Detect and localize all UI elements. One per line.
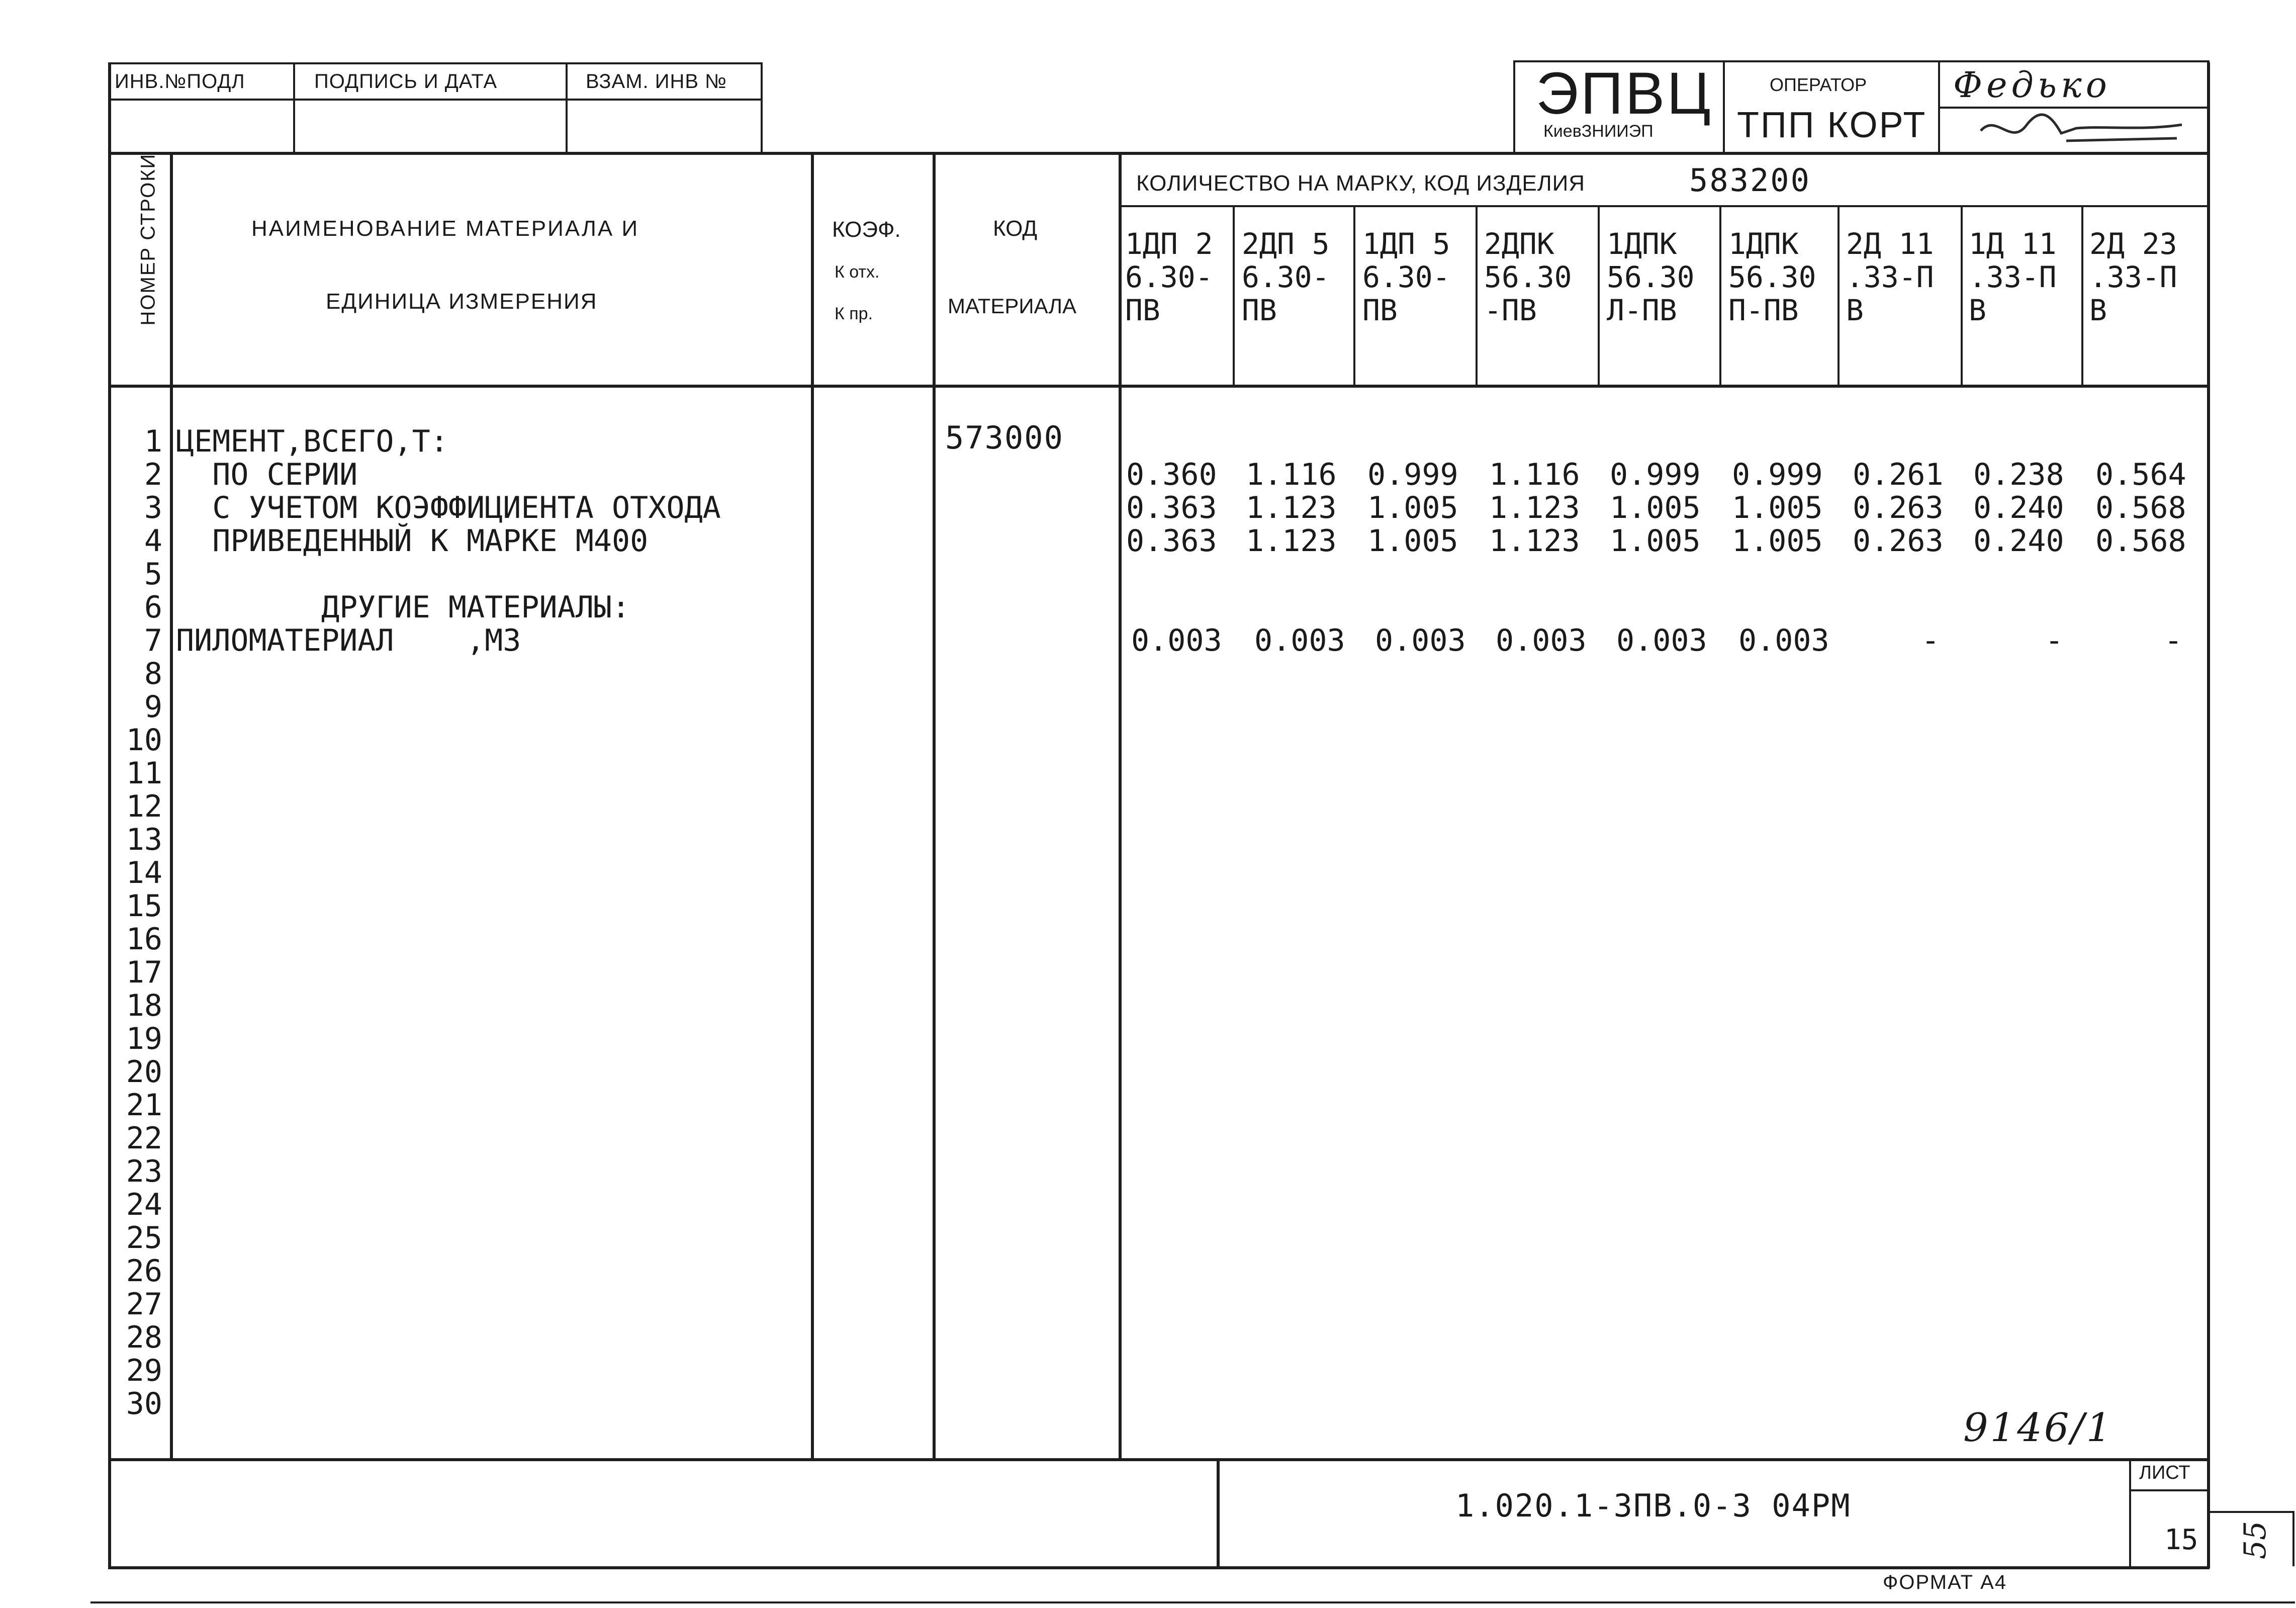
col-div-code [1119,152,1122,1459]
operator-value: ТПП КОРТ [1737,105,1927,145]
column-header-9: 2Д 23 .33-П В [2089,227,2177,327]
row-number: 27 [126,1287,162,1322]
qcol-div-1 [1233,205,1235,386]
row-number: 17 [126,955,162,990]
qcol-div-5 [1719,205,1721,386]
row-number: 14 [126,855,162,890]
title-block-div-1 [1723,60,1725,153]
header-bottom-line [108,385,2210,388]
col-div-coef [933,152,936,1459]
frame-left [108,62,111,1568]
row-number: 1 [144,424,162,459]
value-cell: 0.999 [1732,457,1823,492]
org-subname: КиевЗНИИЭП [1543,122,1654,141]
coef-line3: К пр. [835,304,873,323]
qcol-div-4 [1598,205,1600,386]
col-div-name [811,152,814,1459]
row-number: 8 [144,656,162,691]
qcol-div-7 [1961,205,1963,386]
row-text-pilomaterial: ПИЛОМАТЕРИАЛ ,М3 [176,623,521,658]
value-cell: 1.005 [1610,523,1701,559]
row-text-cement: ЦЕМЕНТ,ВСЕГО,Т: [176,424,448,459]
row-text-s-uchetom: С УЧЕТОМ КОЭФФИЦИЕНТА ОТХОДА [176,490,721,525]
value-cell: 1.005 [1610,490,1701,525]
row-number: 20 [126,1054,162,1090]
row-number: 5 [144,557,162,592]
title-block-mid [1938,107,2207,109]
frame-top [108,152,2210,155]
row-number: 2 [144,457,162,492]
column-header-2: 2ДП 5 6.30- ПВ [1242,227,1330,327]
value-cell: - [2045,623,2064,658]
row-number: 18 [126,988,162,1023]
sheet-label: ЛИСТ [2139,1462,2190,1483]
qcol-div-3 [1476,205,1478,386]
format-label: ФОРМАТ А4 [1883,1571,2007,1593]
row-number: 26 [126,1254,162,1289]
row-number: 30 [126,1386,162,1421]
value-cell: 1.116 [1246,457,1337,492]
value-cell: 0.003 [1254,623,1345,658]
code-line2: МАТЕРИАЛА [948,294,1077,318]
body-bottom-line [108,1458,2210,1461]
value-cell: 0.568 [2095,523,2186,559]
coef-line1: КОЭФ. [832,217,901,242]
row-number: 21 [126,1088,162,1123]
coef-line2: К отх. [835,262,880,282]
row-number: 10 [126,723,162,758]
product-code: 583200 [1689,162,1811,199]
value-cell: 0.003 [1616,623,1707,658]
value-cell: 1.005 [1732,490,1823,525]
signature-name: Федько [1953,64,2111,106]
value-cell: 0.240 [1973,523,2064,559]
column-header-3: 1ДП 5 6.30- ПВ [1362,227,1450,327]
value-cell: 0.360 [1126,457,1217,492]
value-cell: 0.999 [1367,457,1458,492]
row-text-po-serii: ПО СЕРИИ [176,457,358,492]
value-cell: 1.123 [1246,523,1337,559]
signature-scribble [1976,111,2187,151]
row-number: 23 [126,1154,162,1189]
column-header-8: 1Д 11 .33-П В [1969,227,2057,327]
frame-bottom [108,1566,2210,1569]
column-header-1: 1ДП 2 6.30- ПВ [1125,227,1213,327]
col-div-rownum [170,152,173,1459]
side-number: 55 [2238,1521,2273,1560]
value-cell: 1.116 [1489,457,1580,492]
row-number: 22 [126,1121,162,1156]
row-number: 4 [144,523,162,559]
row-number: 19 [126,1021,162,1056]
row-text-drugie: ДРУГИЕ МАТЕРИАЛЫ: [176,590,630,625]
row-number: 9 [144,689,162,725]
value-cell: - [1921,623,1940,658]
qcol-div-2 [1353,205,1355,386]
footer-code-left [1217,1458,1220,1568]
qcol-div-6 [1838,205,1840,386]
value-cell: 1.005 [1367,523,1458,559]
row-number: 29 [126,1353,162,1388]
material-name-line1: НАИМЕНОВАНИЕ МАТЕРИАЛА И [251,216,639,241]
handwritten-number: 9146/1 [1963,1405,2114,1451]
column-header-6: 1ДПК 56.30 П-ПВ [1728,227,1816,327]
value-cell: 0.263 [1853,523,1944,559]
material-name-line2: ЕДИНИЦА ИЗМЕРЕНИЯ [326,289,598,314]
document-code: 1.020.1-3ПВ.0-3 04РМ [1455,1487,1851,1524]
value-cell: 0.003 [1375,623,1466,658]
value-cell: 1.123 [1489,490,1580,525]
row-number: 12 [126,789,162,824]
footer-sheet-mid [2129,1489,2210,1491]
sheet-number: 15 [2164,1524,2198,1556]
row-number: 11 [126,756,162,791]
value-cell: 0.999 [1610,457,1701,492]
qcol-div-8 [2081,205,2083,386]
quantity-label-line [1119,205,2210,207]
row-number: 25 [126,1220,162,1256]
row-number-label: НОМЕР СТРОКИ [137,153,159,326]
value-cell: 0.363 [1126,523,1217,559]
side-box-right [2292,1511,2294,1566]
title-block-left [1513,60,1515,153]
value-cell: 0.263 [1853,490,1944,525]
value-cell: 0.261 [1853,457,1944,492]
value-cell: 1.005 [1732,523,1823,559]
stamp-divider-2 [566,62,568,153]
value-cell: 0.003 [1738,623,1829,658]
format-line [90,1601,2295,1603]
row-number: 3 [144,490,162,525]
value-cell: 0.003 [1131,623,1222,658]
column-header-5: 1ДПК 56.30 Л-ПВ [1607,227,1695,327]
vzam-inv-label: ВЗАМ. ИНВ № [586,70,727,93]
stamp-divider-3 [761,62,763,153]
value-cell: 0.238 [1973,457,2064,492]
stamp-top-line [108,62,762,64]
quantity-label: КОЛИЧЕСТВО НА МАРКУ, КОД ИЗДЕЛИЯ [1136,171,1585,196]
side-box-top [2207,1511,2293,1513]
row-number: 13 [126,822,162,857]
row-number: 24 [126,1187,162,1222]
code-line1: КОД [993,216,1038,241]
row-number: 15 [126,888,162,924]
inv-podl-label: ИНВ.№ПОДЛ [115,70,245,93]
footer-sheet-left [2129,1458,2131,1568]
podpis-data-label: ПОДПИСЬ И ДАТА [314,70,498,93]
column-header-7: 2Д 11 .33-П В [1846,227,1934,327]
value-cell: 1.005 [1367,490,1458,525]
row-number: 16 [126,922,162,957]
row-number: 28 [126,1320,162,1355]
value-cell: 1.123 [1246,490,1337,525]
value-cell: 1.123 [1489,523,1580,559]
value-cell: 0.568 [2095,490,2186,525]
row-number: 6 [144,590,162,625]
value-cell: 0.564 [2095,457,2186,492]
material-code-cement: 573000 [945,419,1064,456]
value-cell: 0.240 [1973,490,2064,525]
stamp-mid-line [108,99,762,101]
frame-right [2207,62,2210,1568]
row-text-privedenny: ПРИВЕДЕННЫЙ К МАРКЕ М400 [176,523,649,559]
org-name: ЭПВЦ [1536,60,1713,127]
value-cell: 0.003 [1496,623,1587,658]
row-number: 7 [144,623,162,658]
operator-label: ОПЕРАТОР [1770,74,1867,95]
column-header-4: 2ДПК 56.30 -ПВ [1484,227,1572,327]
value-cell: 0.363 [1126,490,1217,525]
stamp-divider-1 [293,62,295,153]
value-cell: - [2164,623,2183,658]
